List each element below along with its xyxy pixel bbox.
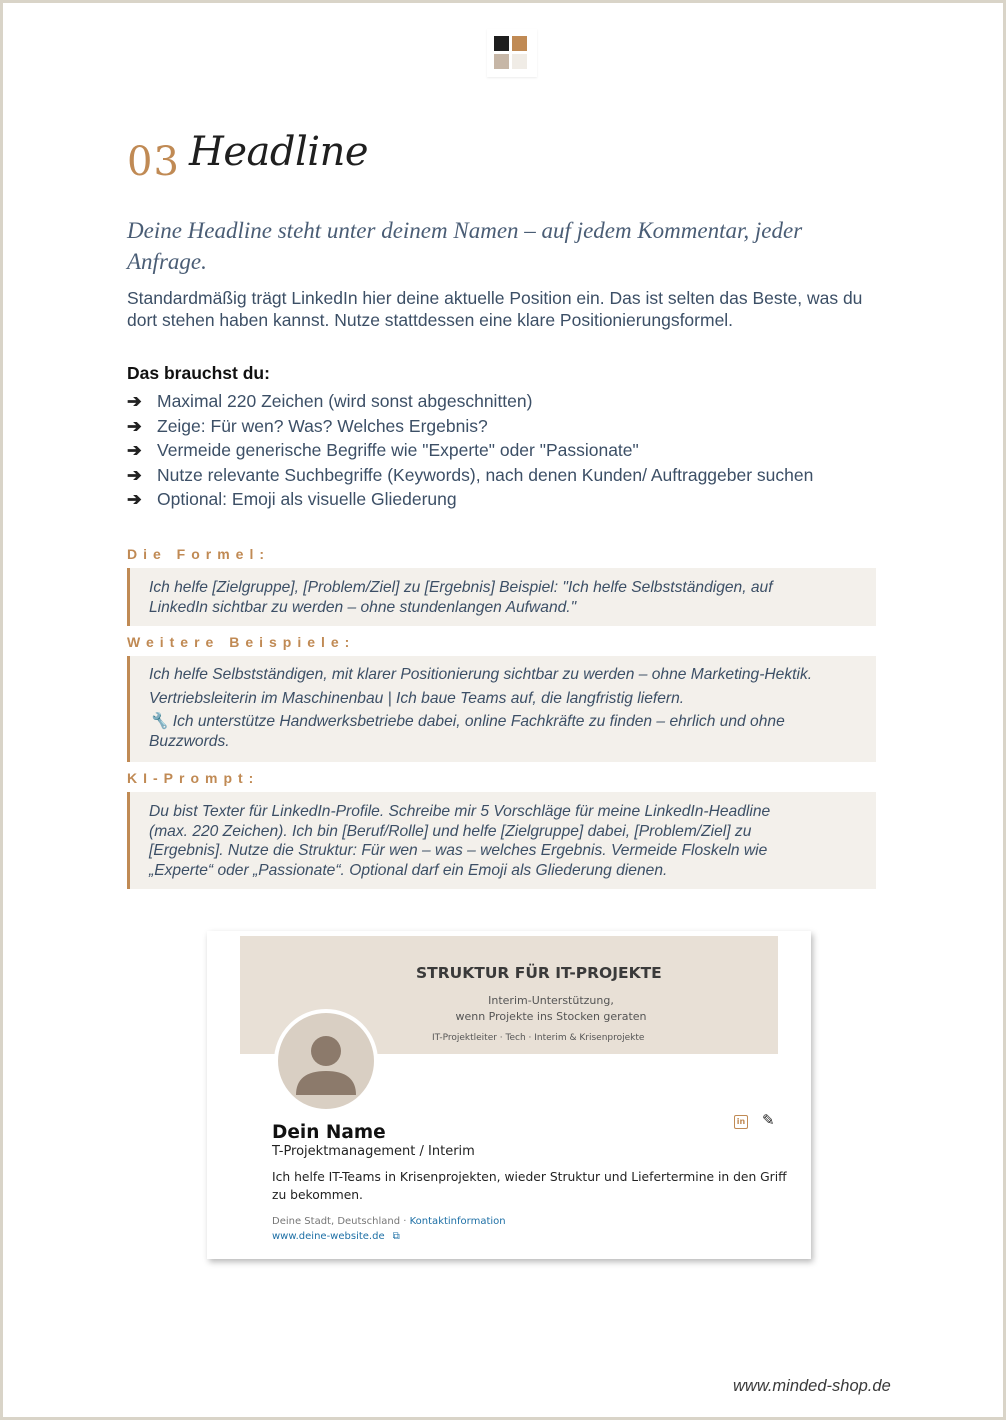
list-item bbox=[127, 463, 813, 488]
examples-box bbox=[127, 656, 876, 762]
arrow-icon: ➔ bbox=[127, 464, 142, 485]
intro-paragraph: Standardmäßig trägt LinkedIn hier deine aktuelle Position ein. Das ist selten das Beste, was du dort stehen haben kannst. Nutze stattdessen eine klare Positionierungsformel. bbox=[127, 288, 863, 330]
requirements-list bbox=[127, 389, 813, 512]
banner-tags: IT-Projektleiter · Tech · Interim & Krisenprojekte bbox=[432, 1033, 645, 1043]
brand-logo bbox=[487, 29, 537, 77]
logo-square-taupe bbox=[494, 54, 509, 69]
person-icon bbox=[278, 1013, 374, 1109]
linkedin-profile-mockup bbox=[207, 931, 811, 1259]
example-line: Vertriebsleiterin im Maschinenbau | Ich baue Teams auf, die langfristig liefern. bbox=[149, 689, 685, 707]
list-item-text: Maximal 220 Zeichen (wird sonst abgeschnitten) bbox=[157, 391, 533, 411]
prompt-line: [Ergebnis]. Nutze die Struktur: Für wen – was – welches Ergebnis. Vermeide Floskeln wie bbox=[149, 842, 768, 859]
list-item bbox=[127, 389, 813, 414]
profile-location-row bbox=[272, 1216, 506, 1227]
arrow-icon: ➔ bbox=[127, 391, 142, 411]
requirements-heading: Das brauchst du: bbox=[127, 363, 270, 383]
profile-role: T-Projektmanagement / Interim bbox=[272, 1144, 475, 1159]
footer-url: www.minded-shop.de bbox=[733, 1377, 891, 1395]
logo-square-dark bbox=[494, 36, 509, 51]
formula-line: LinkedIn sichtbar zu werden – ohne stundenlangen Aufwand." bbox=[149, 598, 577, 616]
chapter-number: 03 bbox=[127, 139, 180, 185]
separator: · bbox=[400, 1216, 410, 1227]
external-link-icon[interactable]: ⧉ bbox=[392, 1231, 400, 1242]
banner-subtitle-line: wenn Projekte ins Stocken geraten bbox=[455, 1010, 647, 1023]
lead-text: Deine Headline steht unter deinem Namen – auf jedem Kommentar, jeder Anfrage. bbox=[127, 218, 803, 274]
linkedin-icon[interactable]: in bbox=[734, 1115, 748, 1129]
formula-line: Ich helfe [Zielgruppe], [Problem/Ziel] zu [Ergebnis] Beispiel: "Ich helfe Selbstständigen, auf bbox=[149, 579, 773, 596]
formula-label: Die Formel: bbox=[127, 546, 271, 562]
profile-location: Deine Stadt, Deutschland bbox=[272, 1216, 401, 1227]
prompt-label: KI-Prompt: bbox=[127, 770, 260, 786]
prompt-box bbox=[127, 792, 876, 889]
profile-name: Dein Name bbox=[272, 1122, 386, 1143]
banner-subtitle bbox=[416, 993, 686, 1025]
contact-info-link[interactable]: Kontaktinformation bbox=[409, 1216, 506, 1227]
avatar bbox=[274, 1009, 378, 1113]
formula-box bbox=[127, 568, 876, 626]
list-item bbox=[127, 414, 813, 439]
list-item bbox=[127, 487, 813, 512]
list-item-text: Zeige: Für wen? Was? Welches Ergebnis? bbox=[157, 415, 488, 436]
list-item bbox=[127, 438, 813, 463]
banner-title: STRUKTUR FÜR IT-PROJEKTE bbox=[416, 964, 662, 982]
examples-label: Weitere Beispiele: bbox=[127, 634, 356, 650]
list-item-text: Vermeide generische Begriffe wie "Experte" oder "Passionate" bbox=[157, 440, 639, 461]
example-line: Ich helfe Selbstständigen, mit klarer Positionierung sichtbar zu werden – ohne Marketing-Hektik. bbox=[149, 666, 813, 683]
profile-headline: Ich helfe IT-Teams in Krisenprojekten, wieder Struktur und Liefertermine in den Griff zu bekommen. bbox=[272, 1170, 787, 1202]
edit-icon[interactable]: ✎ bbox=[762, 1111, 775, 1129]
website-row bbox=[272, 1231, 400, 1242]
arrow-icon: ➔ bbox=[127, 489, 142, 510]
arrow-icon: ➔ bbox=[127, 440, 142, 461]
logo-square-light bbox=[512, 54, 527, 69]
logo-square-accent bbox=[512, 36, 527, 51]
banner-subtitle-line: Interim-Unterstützung, bbox=[488, 994, 614, 1007]
arrow-icon: ➔ bbox=[127, 415, 142, 436]
prompt-line: (max. 220 Zeichen). Ich bin [Beruf/Rolle] und helfe [Zielgruppe] dabei, [Problem/Ziel] zu bbox=[149, 822, 752, 840]
website-link[interactable]: www.deine-website.de bbox=[272, 1231, 385, 1242]
prompt-line: „Experte“ oder „Passionate“. Optional darf ein Emoji als Gliederung dienen. bbox=[149, 861, 668, 879]
chapter-title: Headline bbox=[189, 129, 369, 175]
list-item-text: Optional: Emoji als visuelle Gliederung bbox=[157, 489, 457, 510]
list-item-text: Nutze relevante Suchbegriffe (Keywords), nach denen Kunden/ Auftraggeber suchen bbox=[157, 464, 814, 485]
example-line: 🔧 Ich unterstütze Handwerksbetriebe dabei, online Fachkräfte zu finden – ehrlich und ohne Buzzwords. bbox=[149, 713, 785, 750]
prompt-line: Du bist Texter für LinkedIn-Profile. Schreibe mir 5 Vorschläge für meine LinkedIn-Headline bbox=[149, 803, 771, 820]
